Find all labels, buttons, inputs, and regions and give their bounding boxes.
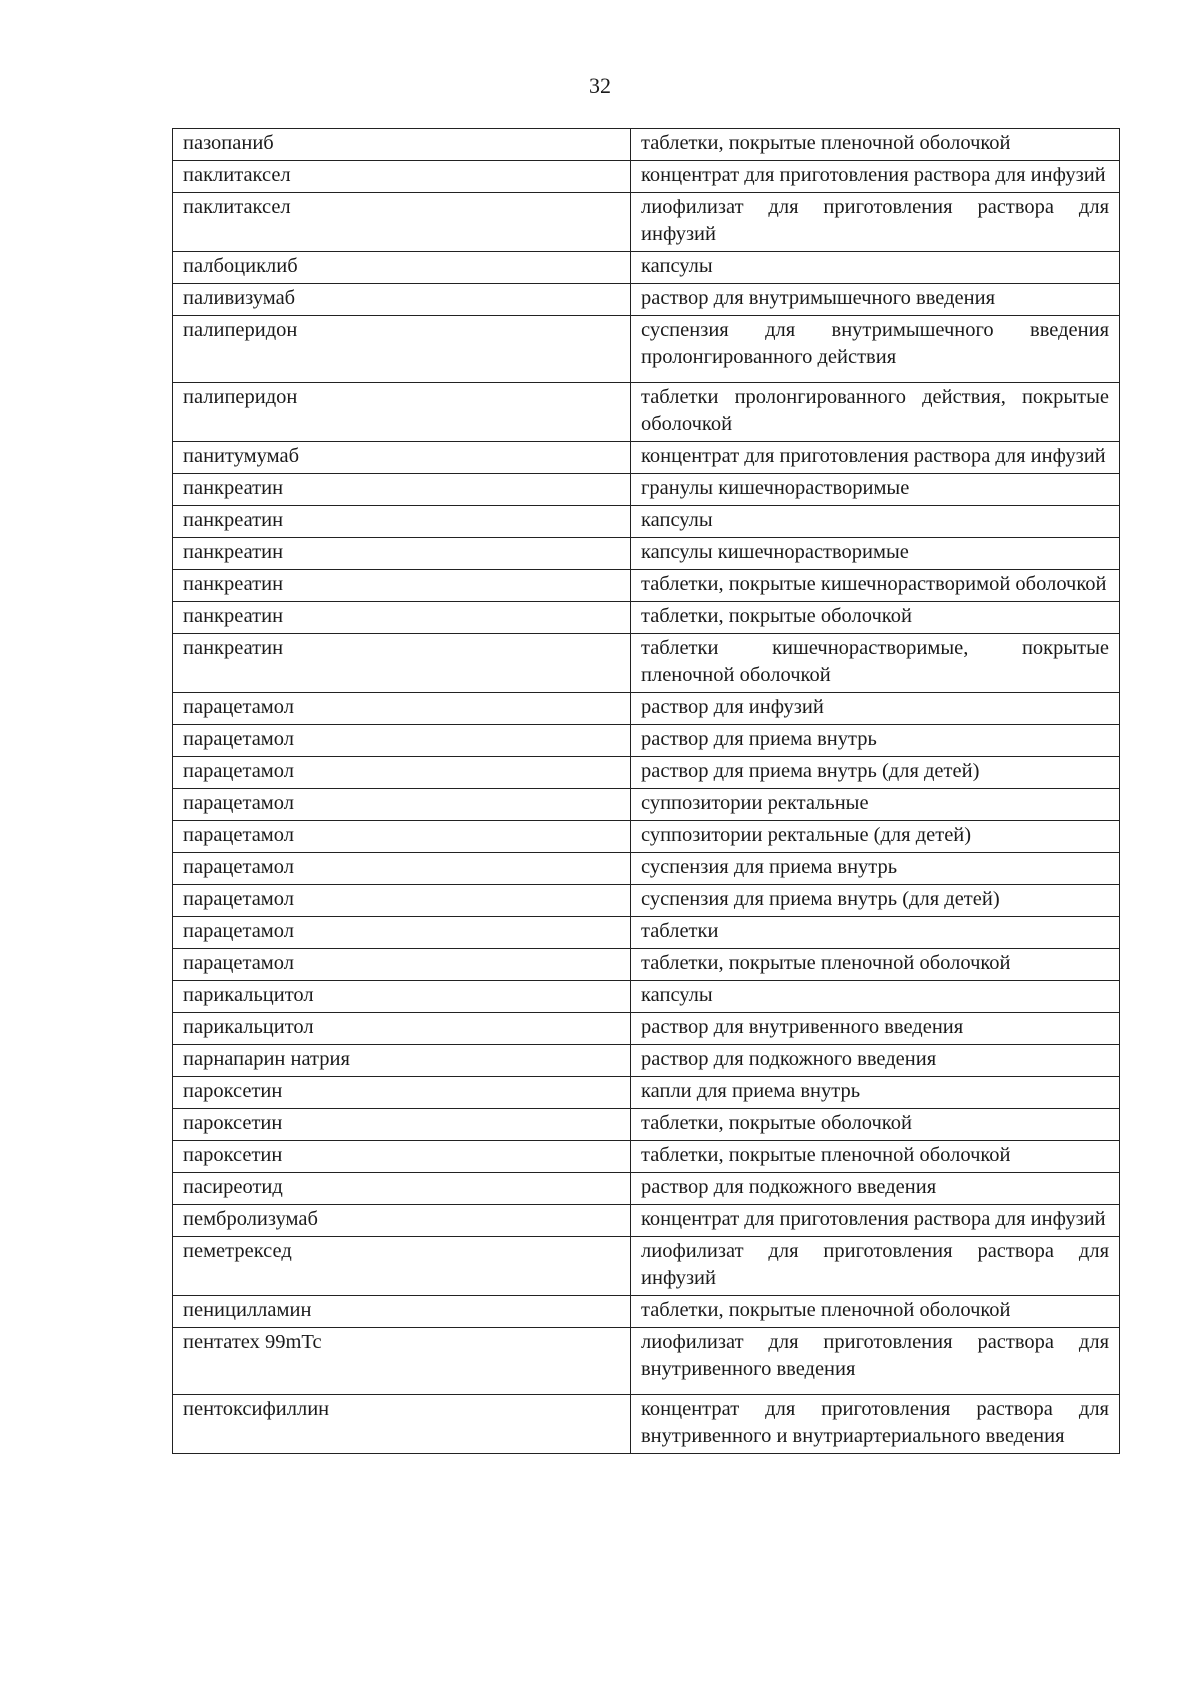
- drug-name-cell: пазопаниб: [173, 129, 631, 161]
- table-row: [173, 789, 1120, 821]
- table-row: [173, 725, 1120, 757]
- drug-name-cell: парацетамол: [173, 789, 631, 821]
- drug-name-cell: пеницилламин: [173, 1296, 631, 1328]
- drug-name-cell: панкреатин: [173, 474, 631, 506]
- table-row: [173, 1173, 1120, 1205]
- dosage-form-cell: концентрат для приготовления раствора для инфузий: [631, 1205, 1120, 1237]
- table-row: [173, 474, 1120, 506]
- table-row: [173, 1205, 1120, 1237]
- drug-name-cell: парнапарин натрия: [173, 1045, 631, 1077]
- drug-name-cell: палиперидон: [173, 316, 631, 383]
- table-row: [173, 1077, 1120, 1109]
- drug-name-cell: панкреатин: [173, 506, 631, 538]
- dosage-form-cell: гранулы кишечнорастворимые: [631, 474, 1120, 506]
- table-row: [173, 1141, 1120, 1173]
- dosage-form-cell: раствор для внутривенного введения: [631, 1013, 1120, 1045]
- dosage-form-cell: капсулы кишечнорастворимые: [631, 538, 1120, 570]
- dosage-form-cell: лиофилизат для приготовления раствора для инфузий: [631, 1237, 1120, 1296]
- drug-name-cell: панитумумаб: [173, 442, 631, 474]
- dosage-form-cell: суппозитории ректальные (для детей): [631, 821, 1120, 853]
- dosage-form-cell: таблетки, покрытые пленочной оболочкой: [631, 129, 1120, 161]
- drug-name-cell: пароксетин: [173, 1141, 631, 1173]
- drug-name-cell: палиперидон: [173, 383, 631, 442]
- drug-name-cell: парацетамол: [173, 757, 631, 789]
- dosage-form-cell: лиофилизат для приготовления раствора для внутривенного введения: [631, 1328, 1120, 1395]
- table-row: [173, 1328, 1120, 1395]
- table-row: [173, 1237, 1120, 1296]
- dosage-form-cell: капсулы: [631, 506, 1120, 538]
- table-row: [173, 634, 1120, 693]
- table-row: [173, 1109, 1120, 1141]
- table-row: [173, 161, 1120, 193]
- dosage-form-cell: концентрат для приготовления раствора для инфузий: [631, 442, 1120, 474]
- drug-name-cell: панкреатин: [173, 602, 631, 634]
- table-row: [173, 193, 1120, 252]
- dosage-form-cell: таблетки: [631, 917, 1120, 949]
- table-row: [173, 917, 1120, 949]
- dosage-form-cell: раствор для подкожного введения: [631, 1045, 1120, 1077]
- dosage-form-cell: капли для приема внутрь: [631, 1077, 1120, 1109]
- drug-name-cell: парацетамол: [173, 853, 631, 885]
- dosage-form-cell: таблетки, покрытые пленочной оболочкой: [631, 1296, 1120, 1328]
- table-row: [173, 1395, 1120, 1454]
- table-row: [173, 1296, 1120, 1328]
- dosage-form-cell: суспензия для приема внутрь: [631, 853, 1120, 885]
- table-row: [173, 981, 1120, 1013]
- drug-name-cell: панкреатин: [173, 538, 631, 570]
- drug-name-cell: панкреатин: [173, 634, 631, 693]
- drug-name-cell: парацетамол: [173, 821, 631, 853]
- drug-name-cell: парацетамол: [173, 949, 631, 981]
- table-row: [173, 316, 1120, 383]
- table-row: [173, 284, 1120, 316]
- table-row: [173, 538, 1120, 570]
- table-row: [173, 129, 1120, 161]
- table-row: [173, 506, 1120, 538]
- table-row: [173, 1013, 1120, 1045]
- drug-name-cell: паклитаксел: [173, 161, 631, 193]
- drug-name-cell: панкреатин: [173, 570, 631, 602]
- drug-name-cell: пароксетин: [173, 1109, 631, 1141]
- table-row: [173, 602, 1120, 634]
- dosage-form-cell: таблетки, покрытые кишечнорастворимой оболочкой: [631, 570, 1120, 602]
- dosage-form-cell: раствор для приема внутрь (для детей): [631, 757, 1120, 789]
- table-row: [173, 570, 1120, 602]
- dosage-form-cell: капсулы: [631, 981, 1120, 1013]
- table-row: [173, 853, 1120, 885]
- drug-name-cell: парацетамол: [173, 885, 631, 917]
- dosage-form-cell: таблетки кишечнорастворимые, покрытые пленочной оболочкой: [631, 634, 1120, 693]
- drug-name-cell: паклитаксел: [173, 193, 631, 252]
- drug-name-cell: пеметрексед: [173, 1237, 631, 1296]
- drug-name-cell: паливизумаб: [173, 284, 631, 316]
- table-row: [173, 821, 1120, 853]
- dosage-form-cell: лиофилизат для приготовления раствора для инфузий: [631, 193, 1120, 252]
- table-row: [173, 885, 1120, 917]
- dosage-form-cell: раствор для внутримышечного введения: [631, 284, 1120, 316]
- drug-table: [172, 128, 1120, 1454]
- drug-name-cell: пентоксифиллин: [173, 1395, 631, 1454]
- drug-name-cell: пасиреотид: [173, 1173, 631, 1205]
- dosage-form-cell: таблетки пролонгированного действия, покрытые оболочкой: [631, 383, 1120, 442]
- table-row: [173, 757, 1120, 789]
- dosage-form-cell: суппозитории ректальные: [631, 789, 1120, 821]
- table-row: [173, 252, 1120, 284]
- dosage-form-cell: концентрат для приготовления раствора для инфузий: [631, 161, 1120, 193]
- drug-name-cell: пароксетин: [173, 1077, 631, 1109]
- dosage-form-cell: капсулы: [631, 252, 1120, 284]
- dosage-form-cell: концентрат для приготовления раствора для внутривенного и внутриартериального введения: [631, 1395, 1120, 1454]
- dosage-form-cell: раствор для подкожного введения: [631, 1173, 1120, 1205]
- drug-name-cell: парацетамол: [173, 725, 631, 757]
- drug-name-cell: парацетамол: [173, 693, 631, 725]
- dosage-form-cell: суспензия для внутримышечного введения пролонгированного действия: [631, 316, 1120, 383]
- dosage-form-cell: суспензия для приема внутрь (для детей): [631, 885, 1120, 917]
- drug-name-cell: палбоциклиб: [173, 252, 631, 284]
- dosage-form-cell: таблетки, покрытые оболочкой: [631, 602, 1120, 634]
- drug-name-cell: пембролизумаб: [173, 1205, 631, 1237]
- page-number: 32: [589, 73, 611, 98]
- dosage-form-cell: таблетки, покрытые пленочной оболочкой: [631, 949, 1120, 981]
- dosage-form-cell: раствор для приема внутрь: [631, 725, 1120, 757]
- dosage-form-cell: таблетки, покрытые пленочной оболочкой: [631, 1141, 1120, 1173]
- dosage-form-cell: раствор для инфузий: [631, 693, 1120, 725]
- table-row: [173, 442, 1120, 474]
- drug-name-cell: парацетамол: [173, 917, 631, 949]
- drug-name-cell: парикальцитол: [173, 981, 631, 1013]
- table-row: [173, 693, 1120, 725]
- dosage-form-cell: таблетки, покрытые оболочкой: [631, 1109, 1120, 1141]
- table-row: [173, 1045, 1120, 1077]
- table-row: [173, 949, 1120, 981]
- drug-name-cell: пентатех 99mTc: [173, 1328, 631, 1395]
- drug-name-cell: парикальцитол: [173, 1013, 631, 1045]
- table-row: [173, 383, 1120, 442]
